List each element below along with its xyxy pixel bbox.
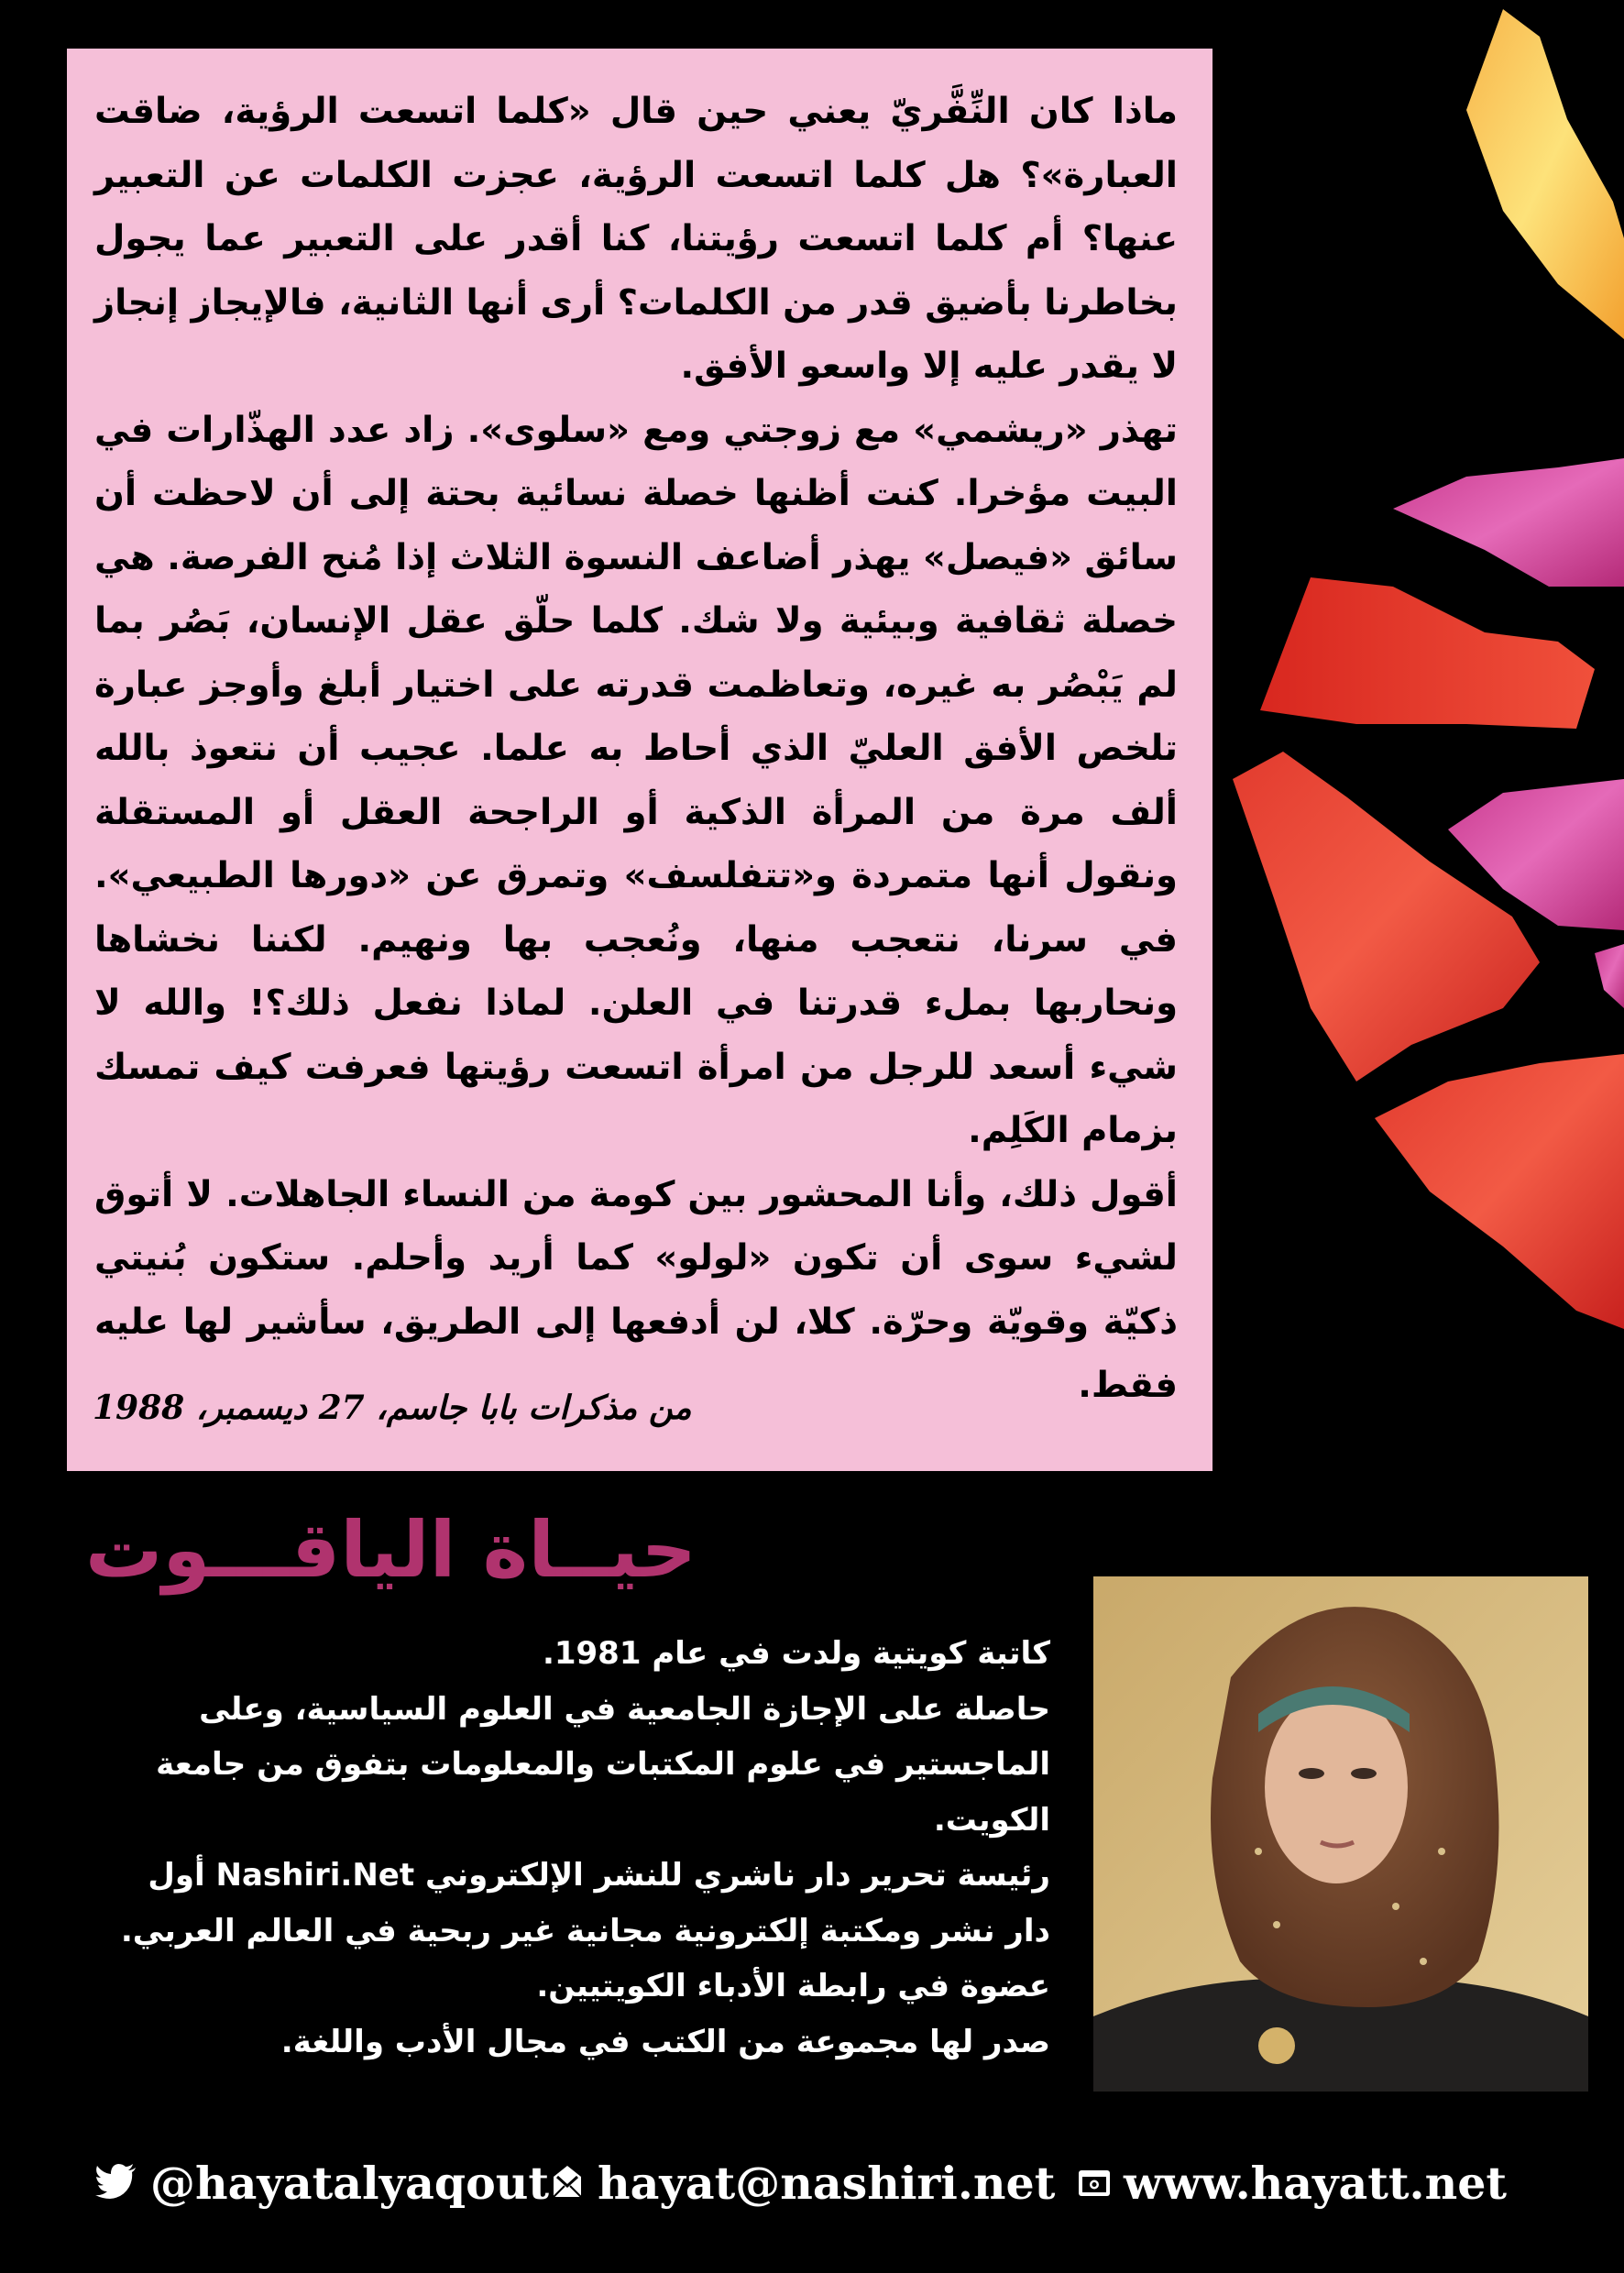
email-contact[interactable] xyxy=(550,2156,1055,2211)
shard-red-1 xyxy=(1260,577,1595,729)
bio-line: الماجستير في علوم المكتبات والمعلومات بتفوق من جامعة xyxy=(156,1746,1050,1783)
bio-line: دار نشر ومكتبة إلكترونية مجانية غير ربحية في العالم العربي. xyxy=(120,1912,1050,1949)
author-photo xyxy=(1093,1576,1588,2092)
web-icon xyxy=(1078,2156,1111,2211)
quote-paragraph-2: تهذر «ريشمي» مع زوجتي ومع «سلوى». زاد عدد الهذّارات في البيت مؤخرا. كنت أظنها خصلة نسائية بحتة إلى أن لاحظت أن سائق «فيصل» يهذر أضاعف النسوة الثلاث إذا مُنح الفرصة. هي خصلة ثقافية وبيئية ولا شك. كلما حلّق عقل الإنسان، بَصُر بما لم يَبْصُر به غيره، وتعاظمت قدرته على اختيار أبلغ وأوجز عبارة تلخص الأفق العليّ الذي أحاط به علما. عجيب أن نتعوذ بالله ألف مرة من المرأة الذكية أو الراجحة العقل أو المستقلة ونقول أنها متمردة و«تتفلسف» وتمرق عن «دورها الطبيعي». في سرنا، نتعجب منها، ونُعجب بها ونهيم. لكننا نخشاها ونحاربها بملء قدرتنا في العلن. لماذا نفعل ذلك؟! والله لا شيء أسعد للرجل من امرأة اتسعت رؤيتها فعرفت كيف تمسك بزمام الكَلِم. xyxy=(94,409,1178,1151)
twitter-bird-icon xyxy=(95,2156,137,2211)
shard-pink-1 xyxy=(1393,458,1624,587)
website-contact[interactable] xyxy=(1078,2156,1507,2211)
twitter-handle[interactable]: @hayatalyaqout xyxy=(150,2157,550,2210)
author-bio xyxy=(37,1626,1050,2070)
quote-paragraph-1: ماذا كان النِّفَّريّ يعني حين قال «كلما اتسعت الرؤية، ضاقت العبارة»؟ هل كلما اتسعت الرؤية، عجزت الكلمات عن التعبير عنها؟ أم كلما اتسعت رؤيتنا، كنا أقدر على التعبير عما يجول بخاطرنا بأضيق قدر من الكلمات؟ أرى أنها الثانية، فالإيجاز إنجاز لا يقدر عليه إلا واسعو الأفق. xyxy=(94,91,1178,387)
twitter-contact[interactable] xyxy=(95,2156,549,2211)
quote-paragraph-3: أقول ذلك، وأنا المحشور بين كومة من النساء الجاهلات. لا أتوق لشيء سوى أن تكون «لولو» كما أريد وأحلم. ستكون بُنيتي ذكيّة وقويّة وحرّة. كلا، لن أدفعها إلى الطريق، سأشير لها عليه فقط. xyxy=(94,1173,1178,1406)
bio-line: رئيسة تحرير دار ناشري للنشر الإلكتروني Nashiri.Net أول xyxy=(148,1857,1050,1894)
bio-line: كاتبة كويتية ولدت في عام 1981. xyxy=(542,1635,1050,1672)
quote-box xyxy=(67,49,1213,1471)
bio-line: صدر لها مجموعة من الكتب في مجال الأدب واللغة. xyxy=(280,2023,1050,2060)
bio-line: عضوة في رابطة الأدباء الكويتيين. xyxy=(536,1968,1050,2004)
quote-source: من مذكرات بابا جاسم، 27 ديسمبر، 1988 xyxy=(93,1389,692,1427)
shard-yellow xyxy=(1466,9,1624,339)
bio-line: حاصلة على الإجازة الجامعية في العلوم السياسية، وعلى xyxy=(199,1690,1050,1728)
bio-line: الكويت. xyxy=(933,1801,1050,1839)
author-name: حيــاة الياقـــوت xyxy=(85,1505,697,1595)
shard-red-3 xyxy=(1375,1054,1624,1329)
email-address[interactable]: hayat@nashiri.net xyxy=(598,2157,1056,2210)
website-url[interactable]: www.hayatt.net xyxy=(1124,2157,1508,2210)
email-icon xyxy=(550,2156,585,2211)
shard-pink-3 xyxy=(1595,944,1624,1008)
